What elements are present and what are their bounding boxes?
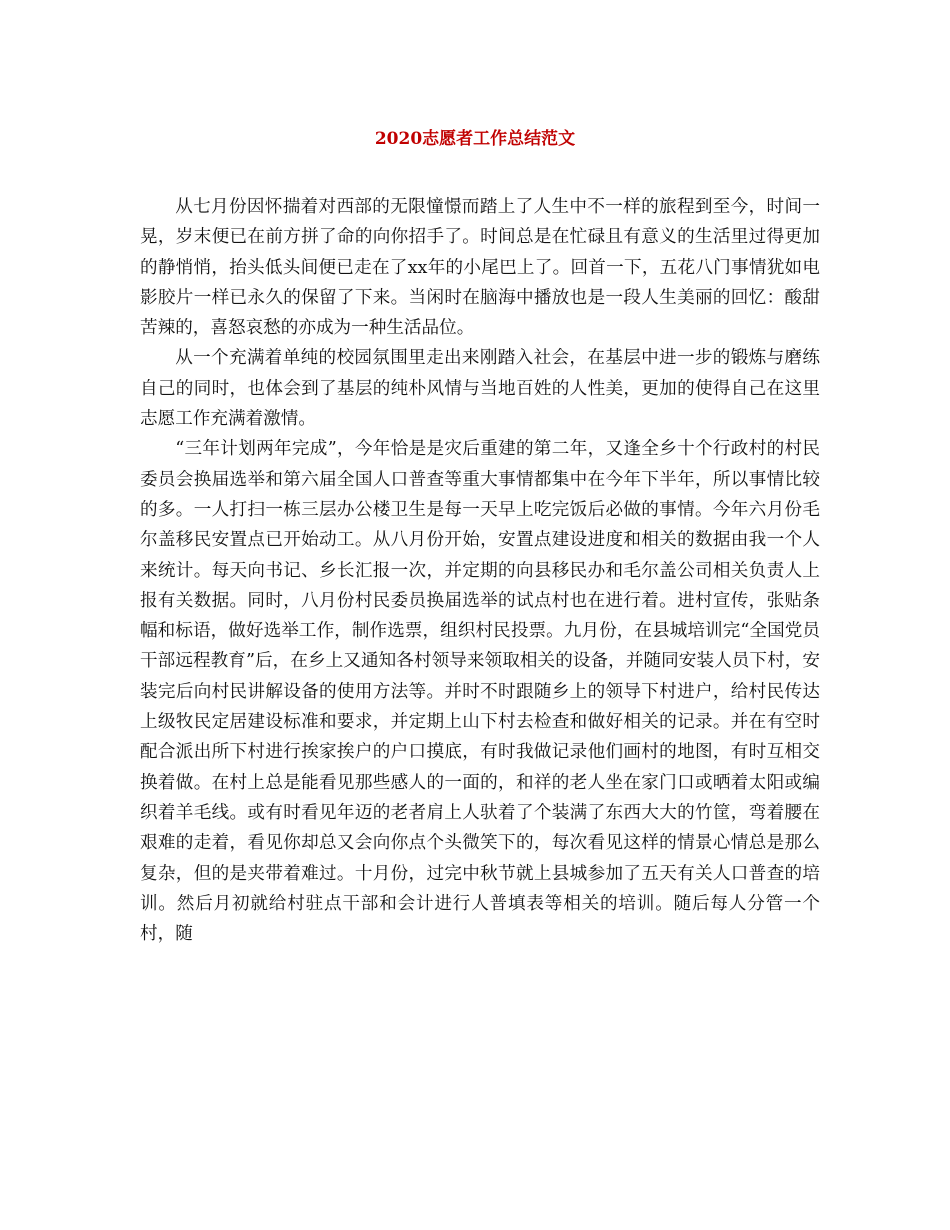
paragraph: “三年计划两年完成”，今年恰是是灾后重建的第二年，又逢全乡十个行政村的村民委员会换届选举和第六届全国人口普查等重大事情都集中在今年下半年，所以事情比较的多。一人打扫一栋三层办公楼卫生是每一天早上吃完饭后必做的事情。今年六月份毛尔盖移民安置点已开始动工。从八月份开始，安置点建设进度和相关的数据由我一个人来统计。每天向书记、乡长汇报一次，并定期的向县移民办和毛尔盖公司相关负责人上报有关数据。同时，八月份村民委员换届选举的试点村也在进行着。进村宣传，张贴条幅和标语，做好选举工作，制作选票，组织村民投票。九月份，在县城培训完“全国党员干部远程教育”后，在乡上又通知各村领导来领取相关的设备，并随同安装人员下村，安装完后向村民讲解设备的使用方法等。并时不时跟随乡上的领导下村进户，给村民传达上级牧民定居建设标准和要求，并定期上山下村去检查和做好相关的记录。并在有空时配合派出所下村进行挨家挨户的户口摸底，有时我做记录他们画村的地图，有时互相交换着做。在村上总是能看见那些感人的一面的，和祥的老人坐在家门口或晒着太阳或编织着羊毛线。或有时看见年迈的老者肩上人驮着了个装满了东西大大的竹筐，弯着腰在艰难的走着，看见你却总又会向你点个头微笑下的，每次看见这样的情景心情总是那么复杂，但的是夹带着难过。十月份，过完中秋节就上县城参加了五天有关人口普查的培训。然后月初就给村驻点干部和会计进行人普填表等相关的培训。随后每人分管一个村，随 <box>140 439 820 945</box>
paragraph: 从一个充满着单纯的校园氛围里走出来刚踏入社会，在基层中进一步的锻炼与磨练自己的同时，也体会到了基层的纯朴风情与当地百姓的人性美，更加的使得自己在这里志愿工作充满着激情。 <box>140 348 820 430</box>
paragraph: 从七月份因怀揣着对西部的无限憧憬而踏上了人生中不一样的旅程到至今，时间一晃，岁末便已在前方拼了命的向你招手了。时间总是在忙碌且有意义的生活里过得更加的静悄悄，抬头低头间便已走在了xx年的小尾巴上了。回首一下，五花八门事情犹如电影胶片一样已永久的保留了下来。当闲时在脑海中播放也是一段人生美丽的回忆：酸甜苦辣的，喜怒哀愁的亦成为一种生活品位。 <box>140 197 820 339</box>
document-title: 2020志愿者工作总结范文 <box>374 129 576 149</box>
document-body <box>140 192 820 949</box>
